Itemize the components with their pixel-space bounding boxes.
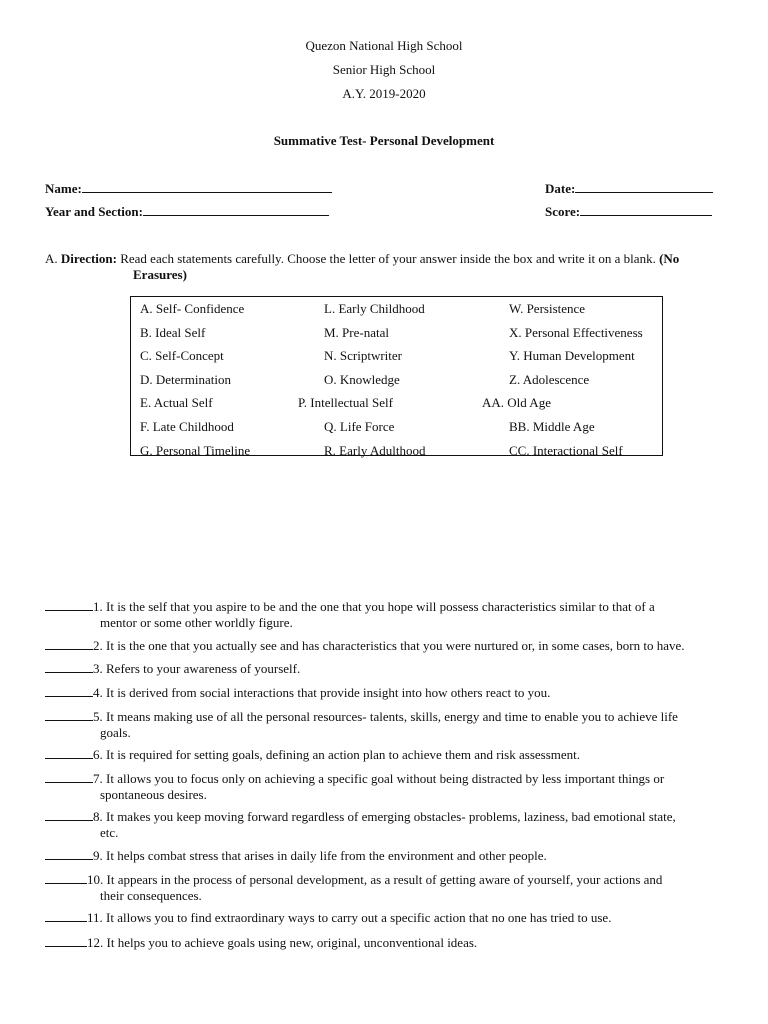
question-10 bbox=[45, 871, 723, 904]
question-7 bbox=[45, 770, 723, 803]
question-text: It is the self that you aspire to be and the one that you hope will possess characteristics similar to that of a bbox=[106, 599, 655, 614]
question-5 bbox=[45, 708, 723, 741]
question-8 bbox=[45, 808, 723, 841]
choice-o: O. Knowledge bbox=[324, 372, 400, 387]
question-text: It appears in the process of personal development, as a result of getting aware of yourself, your actions and bbox=[106, 872, 663, 887]
question-text: It helps you to achieve goals using new, original, unconventional ideas. bbox=[106, 935, 478, 950]
choices-box bbox=[130, 296, 663, 456]
question-number: 10. bbox=[87, 872, 104, 887]
name-label: Name: bbox=[45, 181, 82, 196]
answer-blank-11[interactable] bbox=[45, 909, 87, 922]
section-blank[interactable] bbox=[143, 203, 329, 216]
question-number: 6. bbox=[93, 747, 103, 762]
question-text: It helps combat stress that arises in daily life from the environment and other people. bbox=[106, 848, 547, 863]
question-number: 4. bbox=[93, 685, 103, 700]
question-text: It is the one that you actually see and has characteristics that you were nurtured or, in some cases, born to have. bbox=[106, 638, 685, 653]
answer-blank-2[interactable] bbox=[45, 637, 93, 650]
date-label: Date: bbox=[545, 181, 576, 196]
question-11 bbox=[45, 909, 723, 926]
direction-text: Read each statements carefully. Choose the letter of your answer inside the box and write it on a blank. bbox=[120, 251, 656, 266]
test-title: Summative Test- Personal Development bbox=[273, 133, 495, 148]
question-text: It allows you to find extraordinary ways to carry out a specific action that no one has tried to use. bbox=[106, 910, 612, 925]
choice-f: F. Late Childhood bbox=[140, 419, 234, 434]
direction-label: Direction: bbox=[60, 251, 117, 266]
choice-c: C. Self-Concept bbox=[140, 348, 224, 363]
name-field[interactable] bbox=[45, 180, 332, 197]
direction-note-end: Erasures) bbox=[133, 267, 187, 282]
question-text: It makes you keep moving forward regardless of emerging obstacles- problems, laziness, bad emotional state, bbox=[106, 809, 676, 824]
question-text-cont: their consequences. bbox=[100, 888, 202, 903]
question-3 bbox=[45, 660, 723, 677]
choice-b: B. Ideal Self bbox=[140, 325, 206, 340]
choice-e: E. Actual Self bbox=[140, 395, 213, 410]
question-text-cont: goals. bbox=[100, 725, 131, 740]
choice-l: L. Early Childhood bbox=[324, 301, 425, 316]
school-level: Senior High School bbox=[332, 62, 436, 77]
choice-q: Q. Life Force bbox=[324, 419, 395, 434]
question-12 bbox=[45, 934, 723, 951]
question-1 bbox=[45, 598, 723, 631]
direction-note-start: (No bbox=[659, 251, 680, 266]
section-field[interactable] bbox=[45, 203, 329, 220]
name-blank[interactable] bbox=[82, 180, 332, 193]
question-number: 12. bbox=[87, 935, 104, 950]
school-name: Quezon National High School bbox=[305, 38, 463, 53]
question-text: Refers to your awareness of yourself. bbox=[106, 661, 301, 676]
question-number: 11. bbox=[87, 910, 103, 925]
question-number: 2. bbox=[93, 638, 103, 653]
answer-blank-9[interactable] bbox=[45, 847, 93, 860]
choice-y: Y. Human Development bbox=[509, 348, 635, 363]
answer-blank-3[interactable] bbox=[45, 660, 93, 673]
question-4 bbox=[45, 684, 723, 701]
choice-w: W. Persistence bbox=[509, 301, 586, 316]
choice-d: D. Determination bbox=[140, 372, 231, 387]
choice-bb: BB. Middle Age bbox=[509, 419, 595, 434]
choice-p: P. Intellectual Self bbox=[298, 395, 393, 410]
question-number: 9. bbox=[93, 848, 103, 863]
choice-r: R. Early Adulthood bbox=[324, 443, 426, 458]
section-label: Year and Section: bbox=[45, 204, 143, 219]
question-number: 5. bbox=[93, 709, 103, 724]
question-number: 8. bbox=[93, 809, 103, 824]
answer-blank-8[interactable] bbox=[45, 808, 93, 821]
answer-blank-4[interactable] bbox=[45, 684, 93, 697]
question-text-cont: etc. bbox=[100, 825, 119, 840]
question-2 bbox=[45, 637, 723, 654]
question-text-cont: spontaneous desires. bbox=[100, 787, 207, 802]
choice-n: N. Scriptwriter bbox=[324, 348, 402, 363]
question-9 bbox=[45, 847, 723, 864]
direction bbox=[45, 251, 725, 283]
choice-cc: CC. Interactional Self bbox=[509, 443, 623, 458]
answer-blank-6[interactable] bbox=[45, 746, 93, 759]
choice-z: Z. Adolescence bbox=[509, 372, 590, 387]
answer-blank-1[interactable] bbox=[45, 598, 93, 611]
question-number: 1. bbox=[93, 599, 103, 614]
score-blank[interactable] bbox=[580, 203, 712, 216]
question-text: It allows you to focus only on achieving a specific goal without being distracted by less important things or bbox=[106, 771, 665, 786]
choice-g: G. Personal Timeline bbox=[140, 443, 251, 458]
answer-blank-10[interactable] bbox=[45, 871, 87, 884]
question-text: It is required for setting goals, defining an action plan to achieve them and risk assessment. bbox=[106, 747, 581, 762]
question-6 bbox=[45, 746, 723, 763]
question-text: It is derived from social interactions that provide insight into how others react to you. bbox=[106, 685, 551, 700]
choice-a: A. Self- Confidence bbox=[140, 301, 245, 316]
choice-aa: AA. Old Age bbox=[482, 395, 551, 410]
score-field[interactable] bbox=[545, 203, 712, 220]
date-blank[interactable] bbox=[575, 180, 713, 193]
score-label: Score: bbox=[545, 204, 581, 219]
date-field[interactable] bbox=[545, 180, 713, 197]
answer-blank-12[interactable] bbox=[45, 934, 87, 947]
answer-blank-5[interactable] bbox=[45, 708, 93, 721]
question-number: 3. bbox=[93, 661, 103, 676]
choice-x: X. Personal Effectiveness bbox=[509, 325, 643, 340]
question-text: It means making use of all the personal resources- talents, skills, energy and time to enable you to achieve life bbox=[106, 709, 678, 724]
choice-m: M. Pre-natal bbox=[324, 325, 389, 340]
academic-year: A.Y. 2019-2020 bbox=[342, 86, 426, 101]
direction-prefix: A. bbox=[45, 251, 58, 266]
question-text-cont: mentor or some other worldly figure. bbox=[100, 615, 293, 630]
question-number: 7. bbox=[93, 771, 103, 786]
answer-blank-7[interactable] bbox=[45, 770, 93, 783]
